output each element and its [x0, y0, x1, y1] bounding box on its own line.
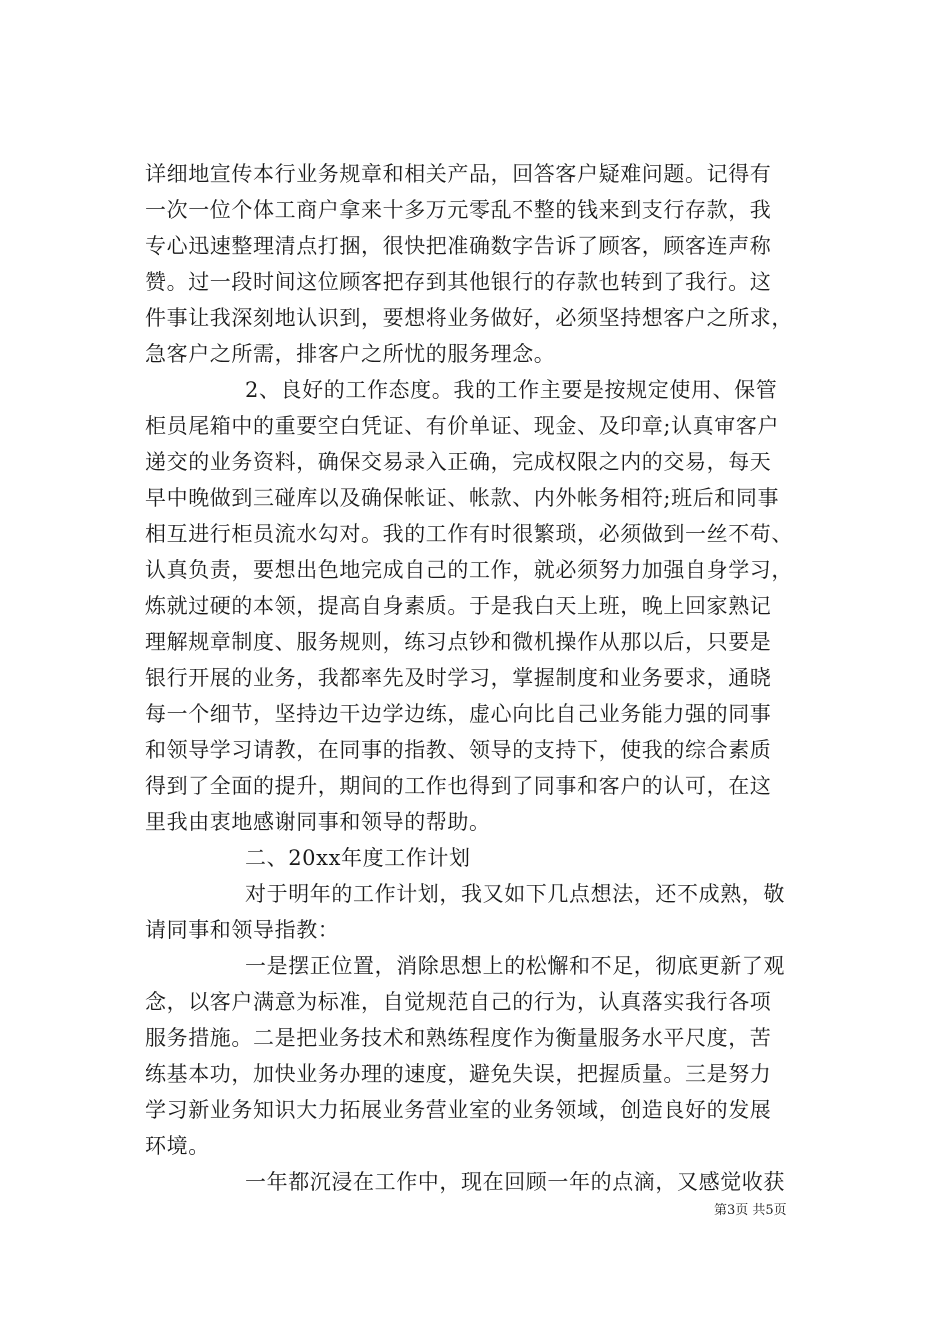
text-line: 详细地宣传本行业务规章和相关产品，回答客户疑难问题。记得有 [145, 162, 772, 186]
paragraph-start-line: 2、良好的工作态度。我的工作主要是按规定使用、保管 [245, 378, 778, 402]
text-line: 相互进行柜员流水勾对。我的工作有时很繁琐，必须做到一丝不苟、 [145, 522, 793, 546]
text-line: 和领导学习请教，在同事的指教、领导的支持下，使我的综合素质 [145, 738, 772, 762]
text-line: 环境。 [145, 1134, 210, 1158]
paragraph-start-line: 一年都沉浸在工作中，现在回顾一年的点滴，又感觉收获 [245, 1170, 785, 1194]
page-number: 第3页 共5页 [714, 1203, 787, 1218]
text-line: 学习新业务知识大力拓展业务营业室的业务领域，创造良好的发展 [145, 1098, 772, 1122]
text-line: 认真负责，要想出色地完成自己的工作，就必须努力加强自身学习， [145, 558, 793, 582]
text-line: 念，以客户满意为标准，自觉规范自己的行为，认真落实我行各项 [145, 990, 772, 1014]
paragraph-start-line: 对于明年的工作计划，我又如下几点想法，还不成熟，敬 [245, 882, 785, 906]
text-line: 递交的业务资料，确保交易录入正确，完成权限之内的交易，每天 [145, 450, 772, 474]
text-line: 每一个细节，坚持边干边学边练，虚心向比自己业务能力强的同事 [145, 702, 772, 726]
text-line: 理解规章制度、服务规则，练习点钞和微机操作从那以后，只要是 [145, 630, 772, 654]
text-line: 一次一位个体工商户拿来十多万元零乱不整的钱来到支行存款，我 [145, 198, 772, 222]
text-line: 急客户之所需，排客户之所忧的服务理念。 [145, 342, 556, 366]
text-line: 银行开展的业务，我都率先及时学习，掌握制度和业务要求，通晓 [145, 666, 772, 690]
paragraph-start-line: 一是摆正位置，消除思想上的松懈和不足，彻底更新了观 [245, 954, 785, 978]
section-heading: 二、20xx年度工作计划 [245, 846, 471, 870]
text-line: 早中晚做到三碰库以及确保帐证、帐款、内外帐务相符;班后和同事 [145, 486, 780, 510]
text-line: 练基本功，加快业务办理的速度，避免失误，把握质量。三是努力 [145, 1062, 772, 1086]
text-line: 赞。过一段时间这位顾客把存到其他银行的存款也转到了我行。这 [145, 270, 772, 294]
text-line: 请同事和领导指教： [145, 918, 340, 942]
text-line: 专心迅速整理清点打捆，很快把准确数字告诉了顾客，顾客连声称 [145, 234, 772, 258]
text-line: 里我由衷地感谢同事和领导的帮助。 [145, 810, 491, 834]
text-line: 炼就过硬的本领，提高自身素质。于是我白天上班，晚上回家熟记 [145, 594, 772, 618]
text-line: 柜员尾箱中的重要空白凭证、有价单证、现金、及印章;认真审客户 [145, 414, 780, 438]
text-line: 件事让我深刻地认识到，要想将业务做好，必须坚持想客户之所求， [145, 306, 793, 330]
text-line: 得到了全面的提升，期间的工作也得到了同事和客户的认可，在这 [145, 774, 772, 798]
text-line: 服务措施。二是把业务技术和熟练程度作为衡量服务水平尺度，苦 [145, 1026, 772, 1050]
